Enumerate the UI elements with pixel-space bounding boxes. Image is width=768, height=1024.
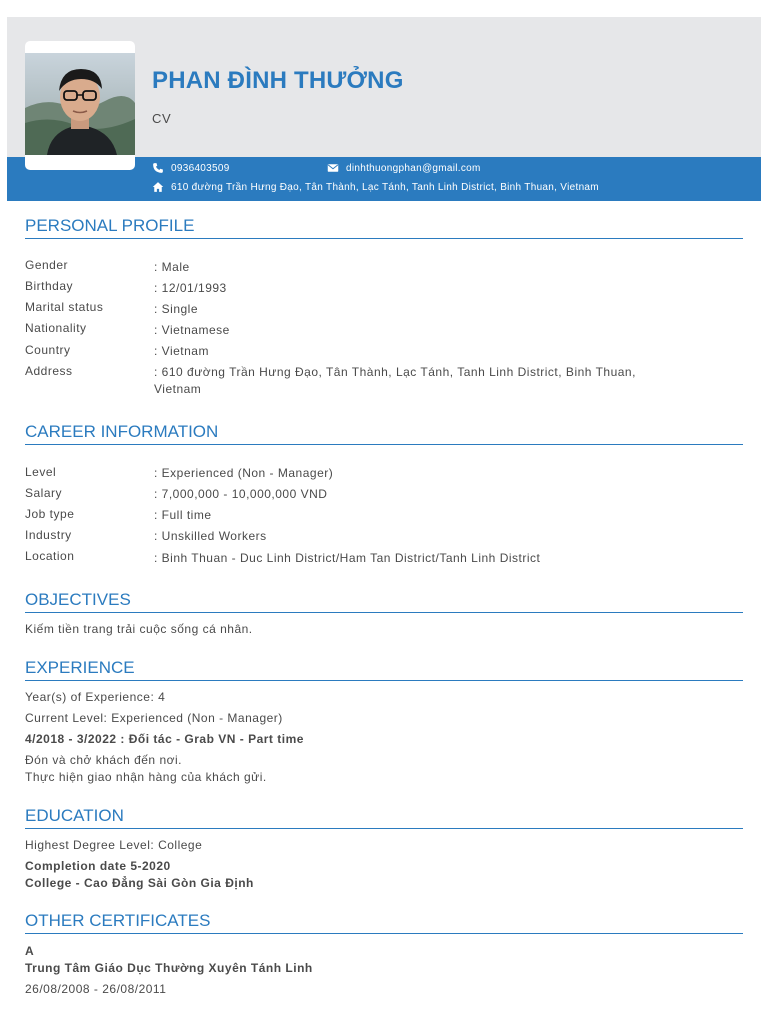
- experience-current-level: Current Level: Experienced (Non - Manager): [25, 711, 283, 725]
- profile-value-birthday: : 12/01/1993: [154, 281, 227, 295]
- profile-value-address: : 610 đường Trần Hưng Đạo, Tân Thành, Lạc Tánh, Tanh Linh District, Binh Thuan, Vietnam: [154, 365, 636, 396]
- career-label-level: Level: [25, 465, 57, 479]
- contact-phone: [152, 162, 230, 174]
- certificate-issuer: Trung Tâm Giáo Dục Thường Xuyên Tánh Linh: [25, 961, 313, 975]
- certificate-dates: 26/08/2008 - 26/08/2011: [25, 982, 167, 996]
- phone-number: 0936403509: [171, 162, 230, 174]
- home-address: 610 đường Trần Hưng Đạo, Tân Thành, Lạc Tánh, Tanh Linh District, Binh Thuan, Vietnam: [171, 181, 599, 193]
- document-subtitle: CV: [152, 111, 172, 126]
- profile-label-marital-status: Marital status: [25, 300, 104, 314]
- experience-years: Year(s) of Experience: 4: [25, 690, 166, 704]
- cv-page: [7, 17, 761, 1017]
- education-highest-degree: Highest Degree Level: College: [25, 838, 203, 852]
- profile-value-country: : Vietnam: [154, 344, 209, 358]
- profile-value-marital-status: : Single: [154, 302, 199, 316]
- career-label-industry: Industry: [25, 528, 72, 542]
- avatar-frame: [25, 41, 135, 170]
- profile-label-country: Country: [25, 343, 71, 357]
- avatar: [25, 53, 135, 155]
- experience-job-title: 4/2018 - 3/2022 : Đối tác - Grab VN - Part time: [25, 732, 304, 746]
- certificate-name: A: [25, 944, 35, 958]
- career-label-job-type: Job type: [25, 507, 75, 521]
- envelope-icon: [327, 162, 339, 174]
- career-value-job-type: : Full time: [154, 508, 212, 522]
- home-icon: [152, 181, 164, 193]
- education-completion-date: Completion date 5-2020: [25, 859, 171, 873]
- objectives-text: Kiếm tiền trang trải cuộc sống cá nhân.: [25, 622, 253, 636]
- section-title-experience: EXPERIENCE: [25, 658, 743, 681]
- experience-desc-line-2: Thực hiện giao nhận hàng của khách gửi.: [25, 770, 267, 784]
- profile-label-gender: Gender: [25, 258, 69, 272]
- profile-value-nationality: : Vietnamese: [154, 323, 230, 337]
- profile-value-gender: : Male: [154, 260, 190, 274]
- contact-email: [327, 162, 481, 174]
- section-title-other-certificates: OTHER CERTIFICATES: [25, 911, 743, 934]
- section-title-education: EDUCATION: [25, 806, 743, 829]
- section-title-objectives: OBJECTIVES: [25, 590, 743, 613]
- phone-icon: [152, 162, 164, 174]
- career-label-salary: Salary: [25, 486, 63, 500]
- education-school: College - Cao Đẳng Sài Gòn Gia Định: [25, 876, 254, 890]
- profile-label-nationality: Nationality: [25, 321, 87, 335]
- candidate-name: PHAN ĐÌNH THƯỞNG: [152, 67, 404, 94]
- career-value-salary: : 7,000,000 - 10,000,000 VND: [154, 487, 328, 501]
- career-value-industry: : Unskilled Workers: [154, 529, 267, 543]
- experience-desc-line-1: Đón và chở khách đến nơi.: [25, 753, 182, 767]
- section-title-career-information: CAREER INFORMATION: [25, 422, 743, 445]
- career-value-level: : Experienced (Non - Manager): [154, 466, 334, 480]
- career-value-location: : Binh Thuan - Duc Linh District/Ham Tan District/Tanh Linh District: [154, 551, 541, 565]
- section-title-personal-profile: PERSONAL PROFILE: [25, 216, 743, 239]
- contact-address: [152, 181, 599, 193]
- profile-label-birthday: Birthday: [25, 279, 74, 293]
- email-address: dinhthuongphan@gmail.com: [346, 162, 481, 174]
- profile-label-address: Address: [25, 364, 73, 378]
- career-label-location: Location: [25, 549, 75, 563]
